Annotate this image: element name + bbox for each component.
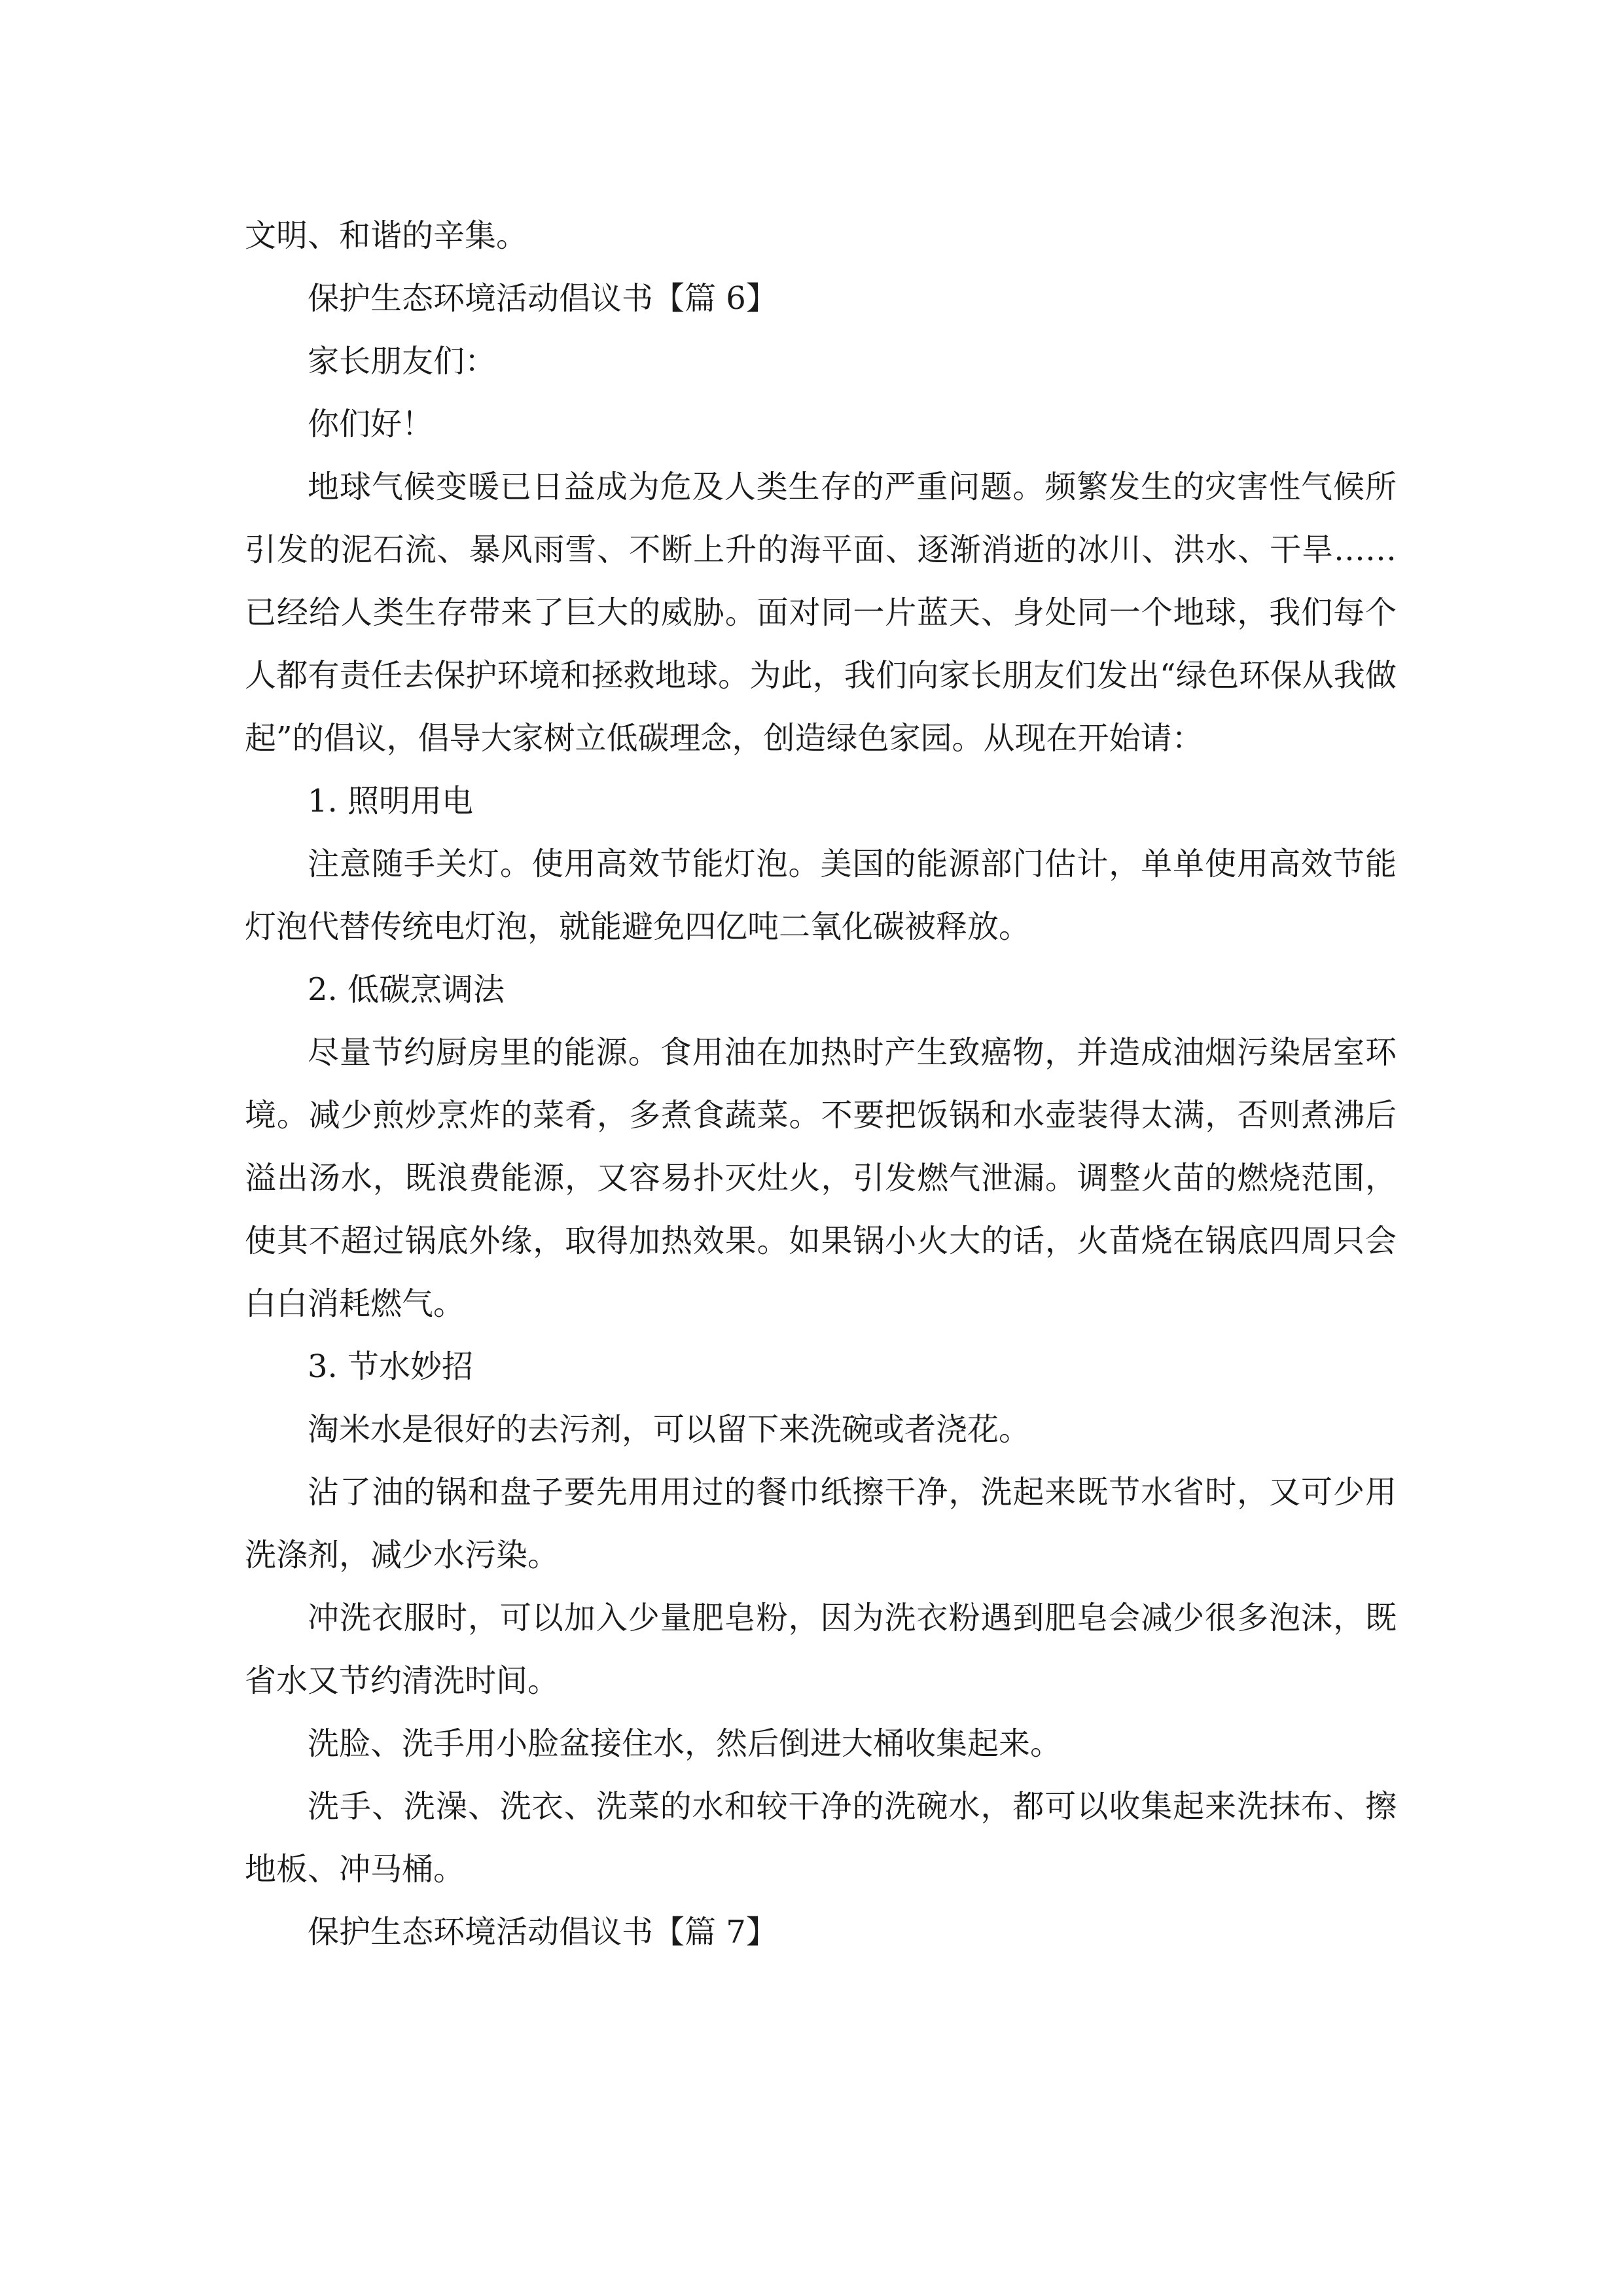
subheading-lighting: 1. 照明用电 <box>308 783 474 819</box>
greeting: 你们好！ <box>308 406 434 442</box>
water-tip-reuse: 洗手、洗澡、洗衣、洗菜的水和较干净的洗碗水，都可以收集起来洗抹布、擦地板、冲马桶。 <box>245 1788 1397 1888</box>
intro-paragraph: 地球气候变暖已日益成为危及人类生存的严重问题。频繁发生的灾害性气候所引发的泥石流、暴风雨雪、不断上升的海平面、逐渐消逝的冰川、洪水、干旱……已经给人类生存带来了巨大的威胁。面对同一片蓝天、身处同一个地球，我们每个人都有责任去保护环境和拯救地球。为此，我们向家长朋友们发出“绿色环保从我做起”的倡议，倡导大家树立低碳理念，创造绿色家园。从现在开始请： <box>245 469 1397 757</box>
salutation: 家长朋友们： <box>308 343 497 380</box>
section-heading-6: 保护生态环境活动倡议书【篇 6】 <box>308 280 777 317</box>
section-heading-7: 保护生态环境活动倡议书【篇 7】 <box>308 1914 777 1950</box>
water-tip-laundry: 冲洗衣服时，可以加入少量肥皂粉，因为洗衣粉遇到肥皂会减少很多泡沫，既省水又节约清洗时间。 <box>245 1600 1397 1699</box>
subheading-water: 3. 节水妙招 <box>308 1348 474 1385</box>
water-tip-rice: 淘米水是很好的去污剂，可以留下来洗碗或者浇花。 <box>308 1411 1031 1448</box>
lighting-paragraph: 注意随手关灯。使用高效节能灯泡。美国的能源部门估计，单单使用高效节能灯泡代替传统电灯泡，就能避免四亿吨二氧化碳被释放。 <box>245 846 1397 945</box>
water-tip-basin: 洗脸、洗手用小脸盆接住水，然后倒进大桶收集起来。 <box>308 1725 1062 1762</box>
subheading-cooking: 2. 低碳烹调法 <box>308 971 505 1008</box>
water-tip-dishes: 沾了油的锅和盘子要先用用过的餐巾纸擦干净，洗起来既节水省时，又可少用洗涤剂，减少水污染。 <box>245 1474 1397 1573</box>
continuation-paragraph: 文明、和谐的辛集。 <box>245 217 528 254</box>
document-body <box>245 204 1397 1964</box>
cooking-paragraph: 尽量节约厨房里的能源。食用油在加热时产生致癌物，并造成油烟污染居室环境。减少煎炒烹炸的菜肴，多煮食蔬菜。不要把饭锅和水壶装得太满，否则煮沸后溢出汤水，既浪费能源，又容易扑灭灶火，引发燃气泄漏。调整火苗的燃烧范围，使其不超过锅底外缘，取得加热效果。如果锅小火大的话，火苗烧在锅底四周只会白白消耗燃气。 <box>245 1034 1397 1322</box>
